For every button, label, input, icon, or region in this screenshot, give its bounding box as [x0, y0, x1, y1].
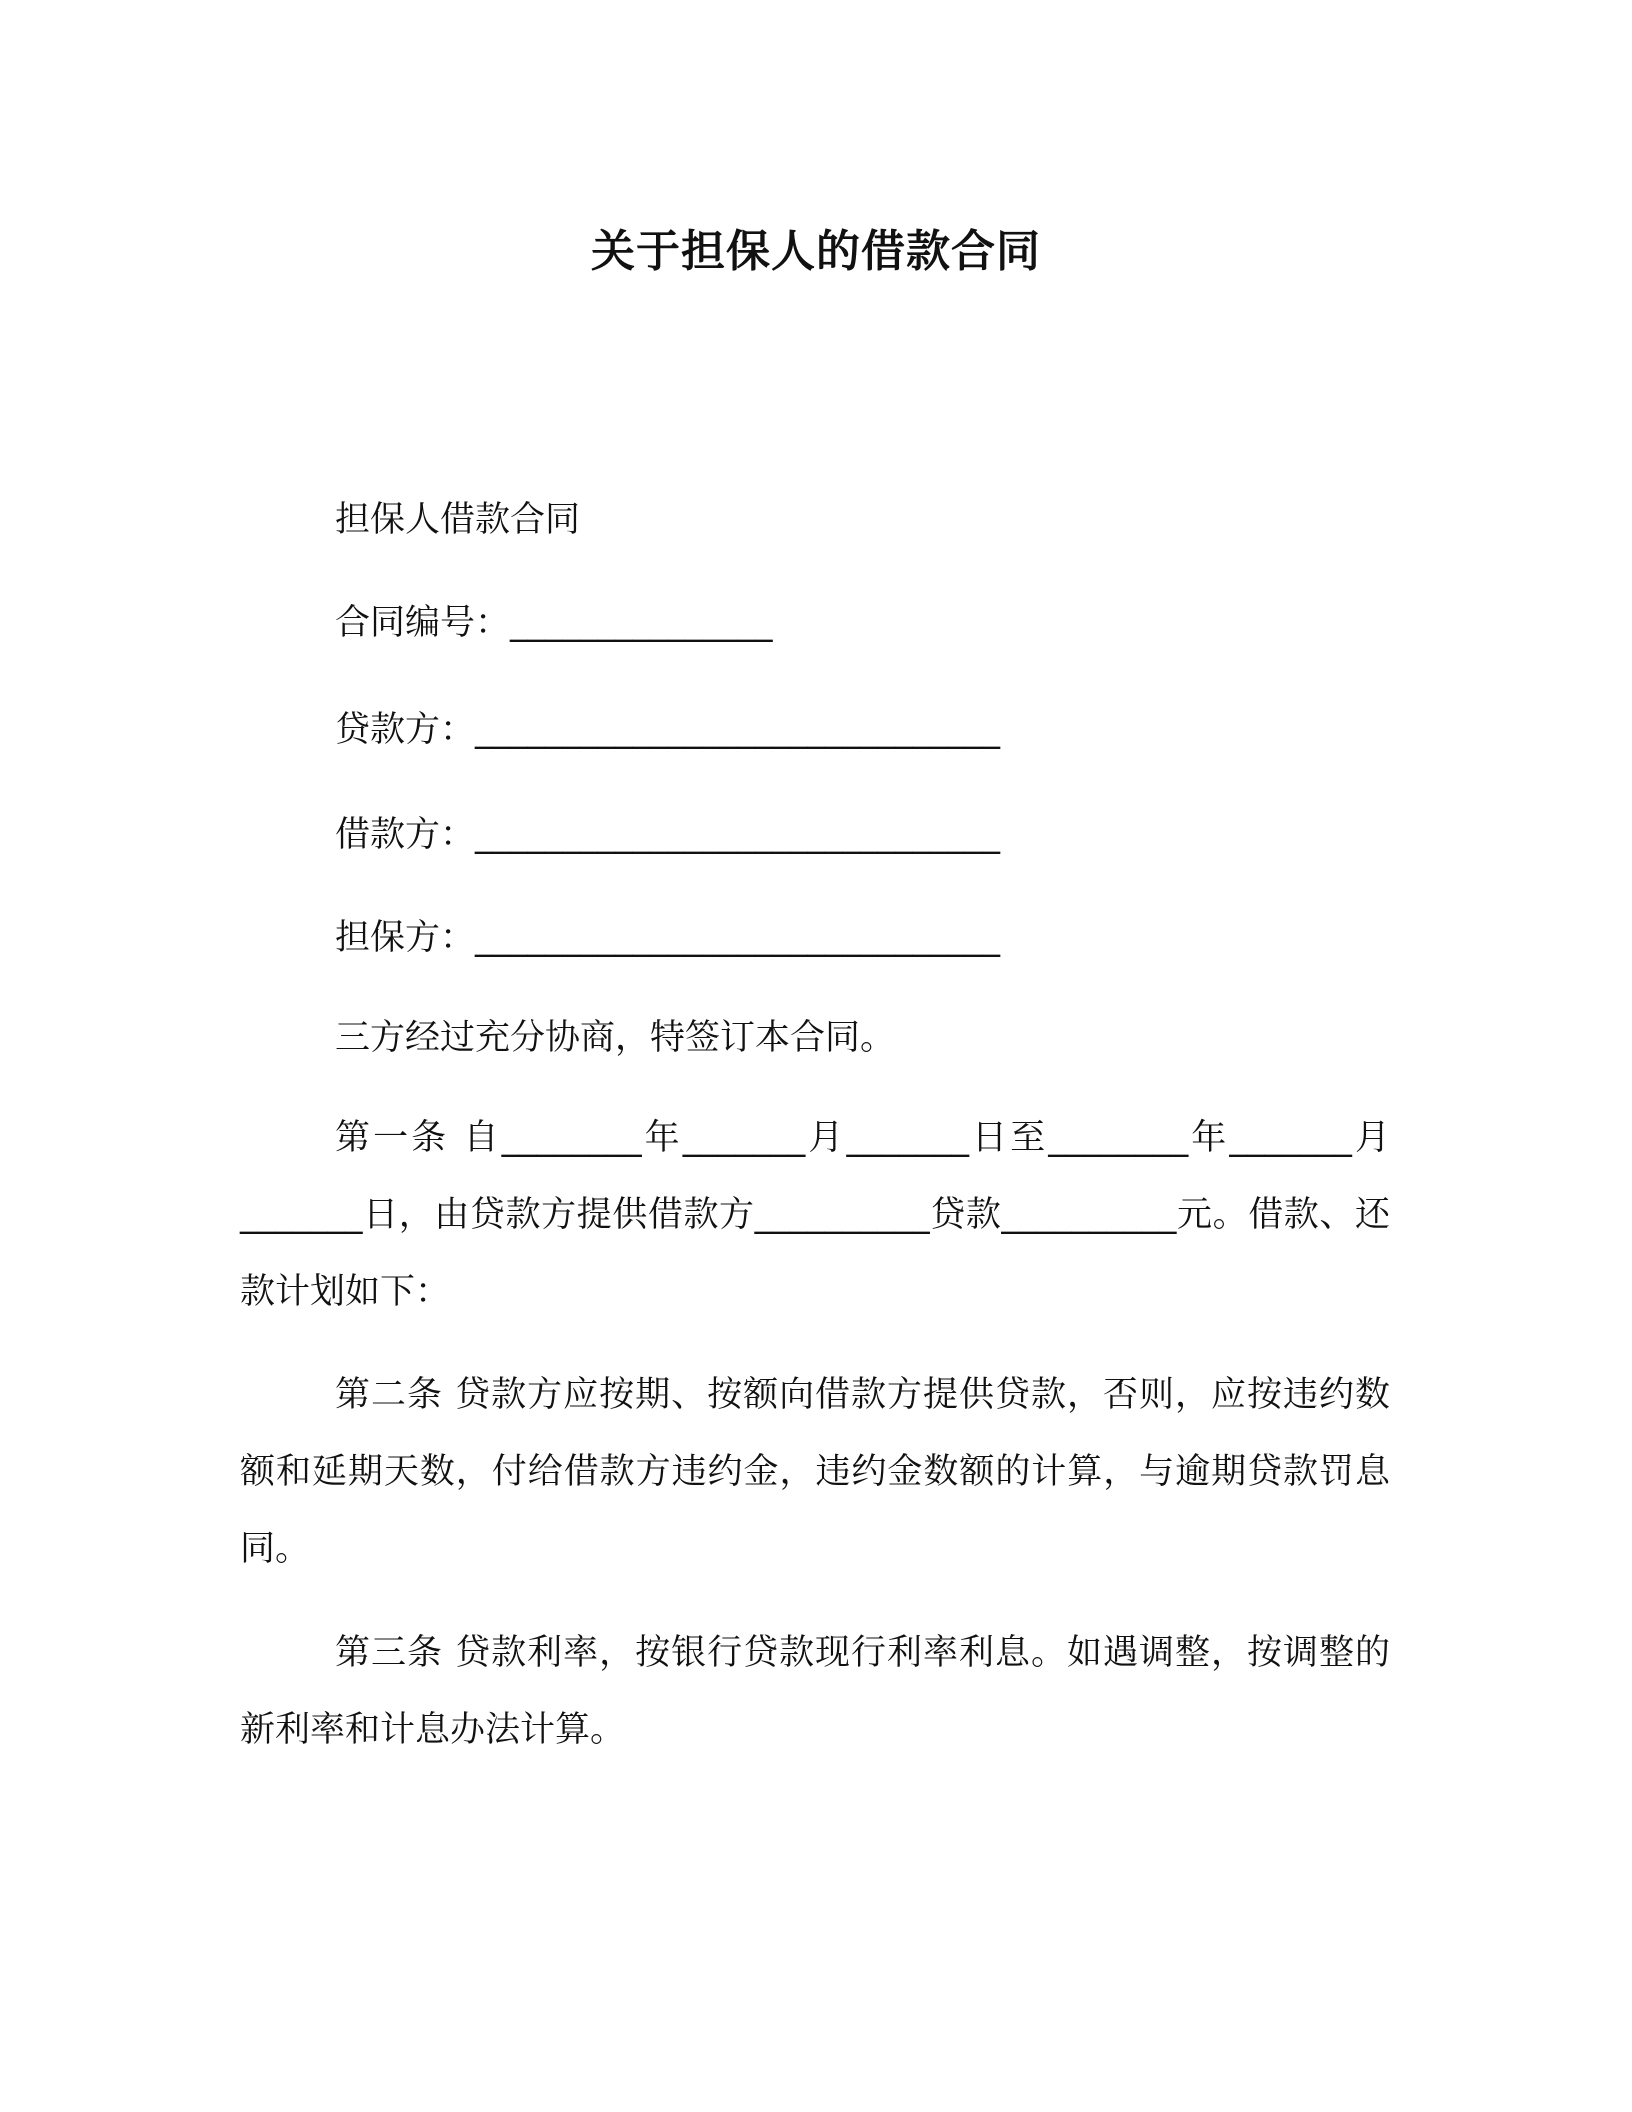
article-3: 第三条 贷款利率，按银行贷款现行利率利息。如遇调整，按调整的新利率和计息办法计算。	[240, 1633, 1390, 1750]
document-subtitle: 担保人借款合同	[335, 500, 581, 540]
guarantor-field: 担保方：______________________________	[335, 918, 1001, 958]
borrower-field: 借款方：______________________________	[335, 815, 1001, 855]
lender-field: 贷款方：______________________________	[335, 710, 1001, 750]
intro-paragraph: 三方经过充分协商，特签订本合同。	[335, 1018, 896, 1058]
contract-number-field: 合同编号：_______________	[335, 603, 773, 643]
article-1: 第一条 自________年_______月_______日至________年_______月_______日，由贷款方提供借款方__________贷款__________元。借款、还款计划如下：	[240, 1118, 1390, 1312]
article-2: 第二条 贷款方应按期、按额向借款方提供贷款，否则，应按违约数额和延期天数，付给借款方违约金，违约金数额的计算，与逾期贷款罚息同。	[240, 1375, 1390, 1569]
document-title: 关于担保人的借款合同	[591, 226, 1041, 277]
